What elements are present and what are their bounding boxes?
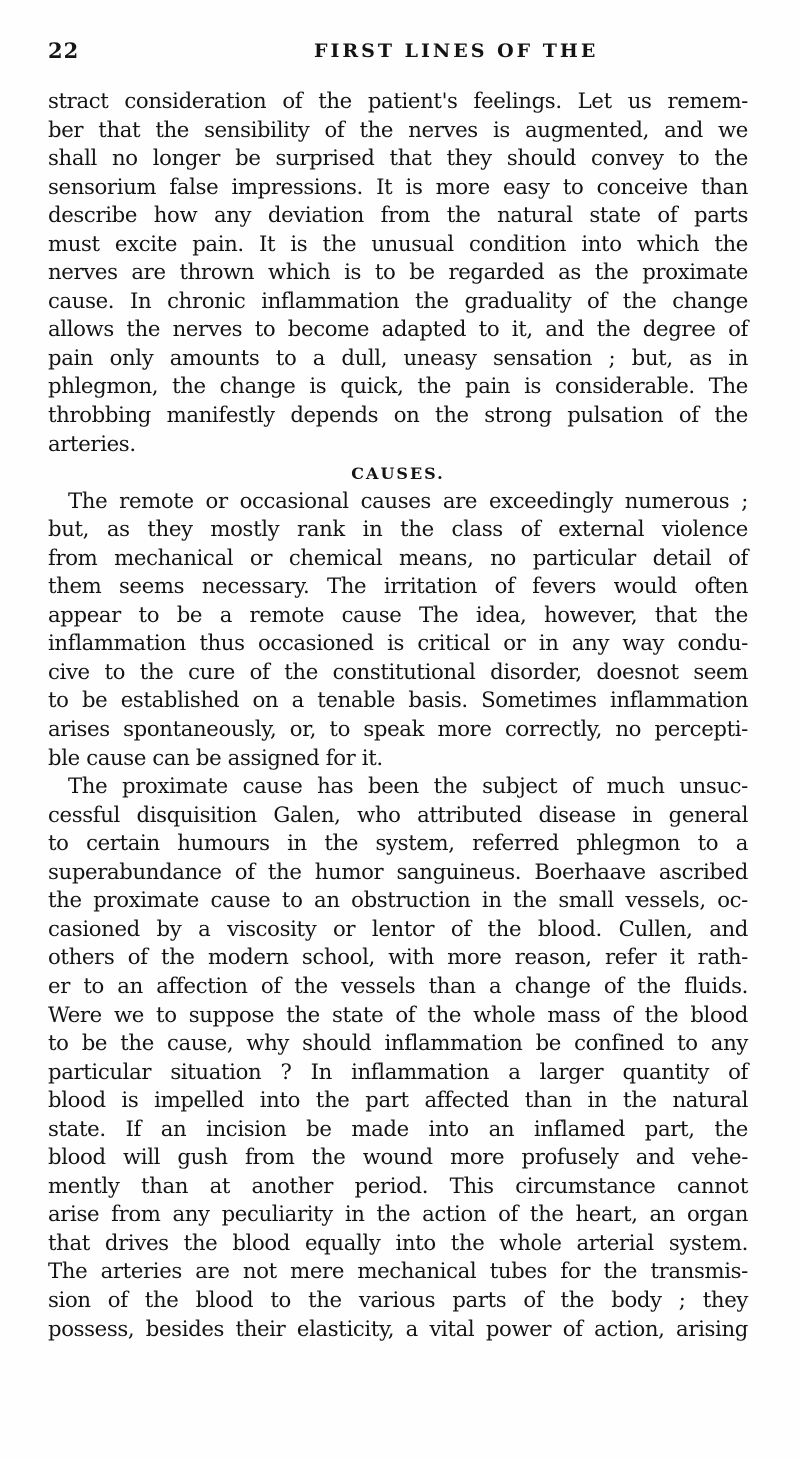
- text-line: appear to be a remote cause The idea, however, that the: [48, 601, 748, 627]
- text-line: superabundance of the humor sanguineus. Boerhaave ascribed: [48, 858, 748, 884]
- text-line: throbbing manifestly depends on the strong pulsation of the: [48, 402, 748, 428]
- text-line: but, as they mostly rank in the class of external violence: [48, 516, 748, 542]
- text-line: must excite pain. It is the unusual condition into which the: [48, 230, 748, 256]
- text-line: ble cause can be assigned for it.: [48, 744, 383, 770]
- running-header: [48, 38, 748, 68]
- text-line: pain only amounts to a dull, uneasy sensation ; but, as in: [48, 344, 748, 370]
- page-number: 22: [48, 38, 80, 63]
- text-line: phlegmon, the change is quick, the pain is considerable. The: [48, 373, 748, 399]
- text-line: them seems necessary. The irritation of fevers would often: [48, 573, 748, 599]
- text-line: sion of the blood to the various parts of the body ; they: [48, 1286, 748, 1312]
- text-line: that drives the blood equally into the whole arterial system.: [48, 1229, 748, 1255]
- text-line: shall no longer be surprised that they should convey to the: [48, 145, 748, 171]
- text-line: cause. In chronic inflammation the graduality of the change: [48, 287, 748, 313]
- text-line: to be established on a tenable basis. Sometimes inflammation: [48, 687, 748, 713]
- text-line: mently than at another period. This circumstance cannot: [48, 1172, 748, 1198]
- text-line: er to an affection of the vessels than a change of the fluids.: [48, 972, 748, 998]
- text-line: state. If an incision be made into an inflamed part, the: [48, 1115, 748, 1141]
- text-line: casioned by a viscosity or lentor of the blood. Cullen, and: [48, 915, 748, 941]
- text-line: The arteries are not mere mechanical tubes for the transmis-: [48, 1258, 748, 1284]
- text-line: inflammation thus occasioned is critical or in any way condu-: [48, 630, 748, 656]
- text-line: describe how any deviation from the natural state of parts: [48, 202, 748, 228]
- text-line: The proximate cause has been the subject of much unsuc-: [68, 773, 748, 799]
- text-line: cessful disquisition Galen, who attributed disease in general: [48, 801, 748, 827]
- text-line: the proximate cause to an obstruction in the small vessels, oc-: [48, 887, 748, 913]
- section-heading: CAUSES.: [351, 464, 445, 484]
- text-line: to be the cause, why should inflammation be confined to any: [48, 1030, 748, 1056]
- text-line: to certain humours in the system, referred phlegmon to a: [48, 830, 748, 856]
- text-line: stract consideration of the patient's feelings. Let us remem-: [48, 88, 748, 113]
- text-line: arises spontaneously, or, to speak more correctly, no percepti-: [48, 716, 748, 742]
- text-line: sensorium false impressions. It is more easy to conceive than: [48, 173, 748, 199]
- text-line: cive to the cure of the constitutional disorder, doesnot seem: [48, 658, 748, 684]
- text-line: possess, besides their elasticity, a vital power of action, arising: [48, 1315, 748, 1341]
- text-line: arise from any peculiarity in the action of the heart, an organ: [48, 1201, 748, 1227]
- text-line: The remote or occasional causes are exceedingly numerous ;: [68, 487, 748, 513]
- text-line: ber that the sensibility of the nerves is augmented, and we: [48, 116, 748, 142]
- text-line: blood is impelled into the part affected than in the natural: [48, 1087, 748, 1113]
- text-line: particular situation ? In inflammation a larger quantity of: [48, 1058, 748, 1084]
- text-line: others of the modern school, with more reason, refer it rath-: [48, 944, 748, 970]
- text-line: allows the nerves to become adapted to it, and the degree of: [48, 316, 748, 342]
- text-line: nerves are thrown which is to be regarded as the proximate: [48, 259, 748, 285]
- running-title: FIRST LINES OF THE: [314, 40, 599, 62]
- text-line: blood will gush from the wound more profusely and vehe-: [48, 1144, 748, 1170]
- text-line: from mechanical or chemical means, no particular detail of: [48, 544, 748, 570]
- text-line: arteries.: [48, 430, 136, 456]
- body-text: [48, 87, 748, 1343]
- text-line: Were we to suppose the state of the whole mass of the blood: [48, 1001, 748, 1027]
